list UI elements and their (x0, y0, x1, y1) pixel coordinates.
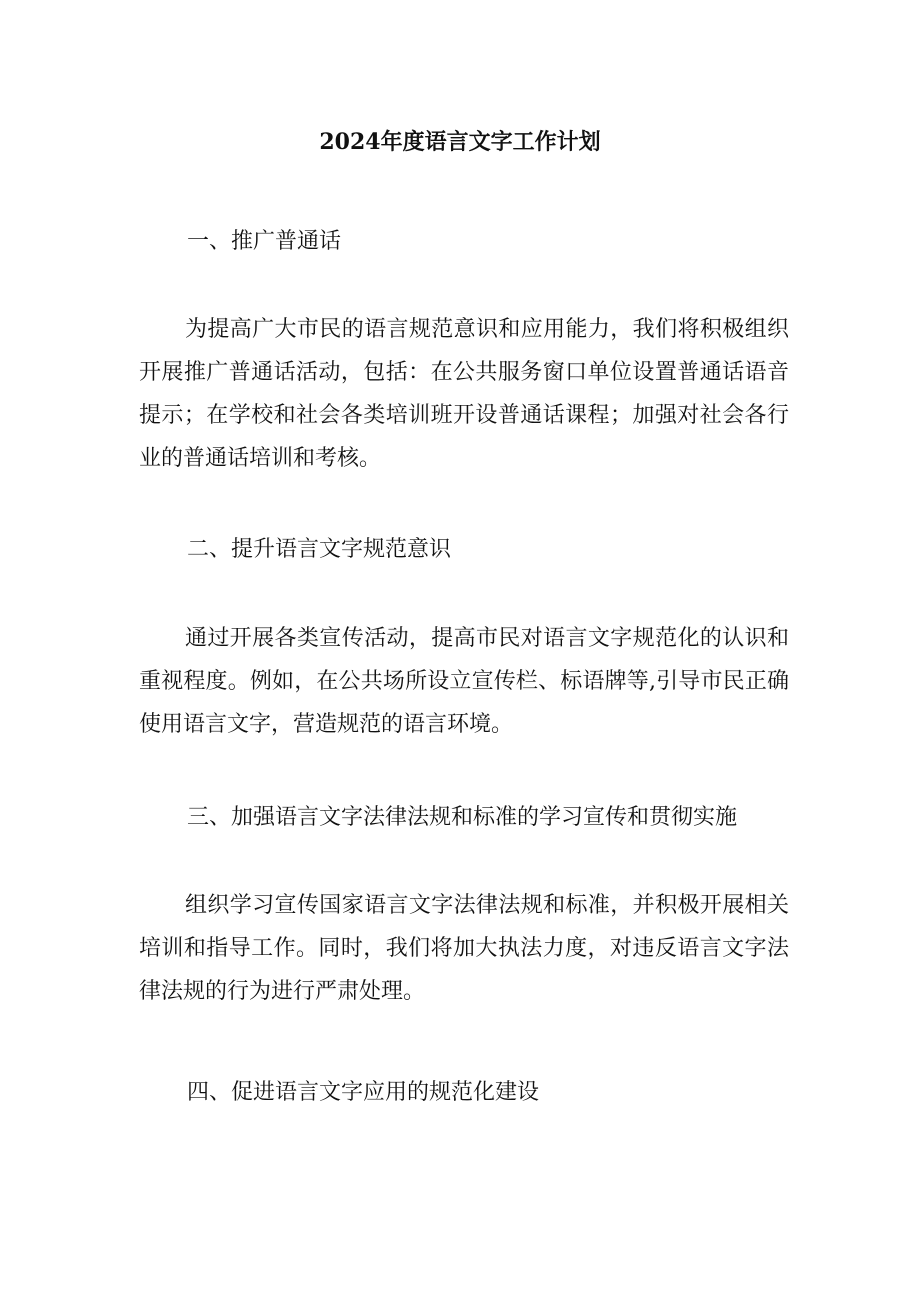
section-heading-3: 三、加强语言文字法律法规和标准的学习宣传和贯彻实施 (187, 805, 738, 830)
section-paragraph-1: 为提高广大市民的语言规范意识和应用能力，我们将积极组织开展推广普通话活动，包括：在公共服务窗口单位设置普通话语音提示；在学校和社会各类培训班开设普通话课程；加强对社会各行业的普通话培训和考核。 (139, 317, 789, 471)
section-paragraph-2: 通过开展各类宣传活动，提高市民对语言文字规范化的认识和重视程度。例如，在公共场所设立宣传栏、标语牌等,引导市民正确使用语言文字，营造规范的语言环境。 (139, 626, 789, 737)
section-heading-1: 一、推广普通话 (187, 229, 342, 254)
document-title: 2024年度语言文字工作计划 (319, 129, 601, 155)
section-heading-4: 四、促进语言文字应用的规范化建设 (187, 1080, 540, 1105)
section-paragraph-3: 组织学习宣传国家语言文字法律法规和标准，并积极开展相关培训和指导工作。同时，我们将加大执法力度，对违反语言文字法律法规的行为进行严肃处理。 (139, 893, 789, 1004)
section-heading-2: 二、提升语言文字规范意识 (187, 537, 452, 562)
